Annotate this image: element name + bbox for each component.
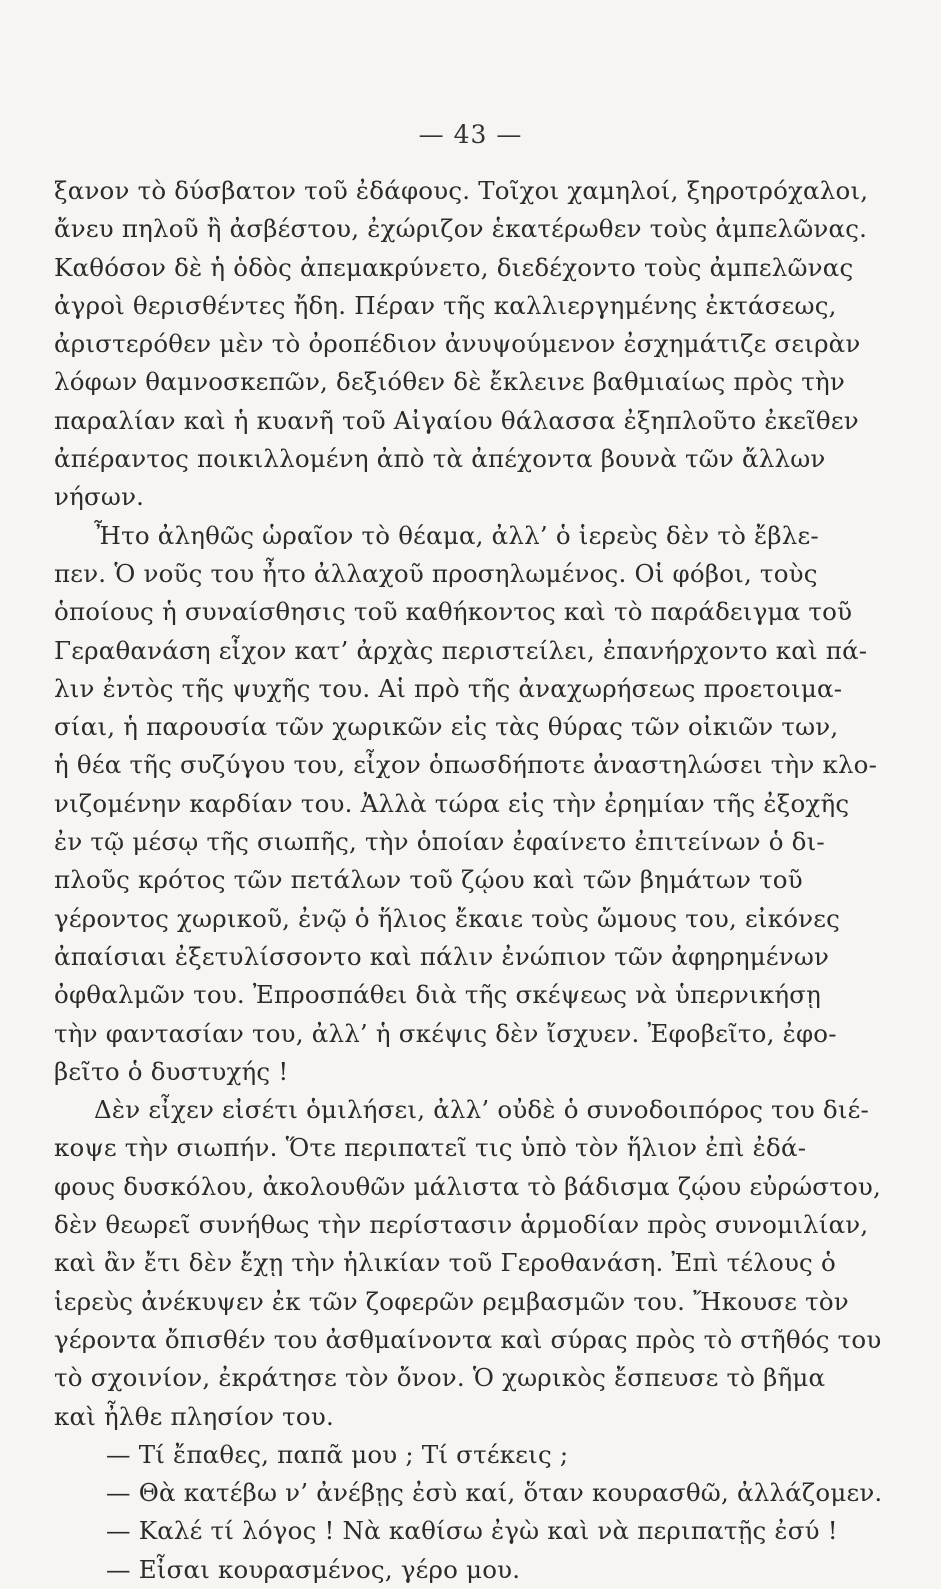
- text-line: ἀπαίσιαι ἐξετυλίσσοντο καὶ πάλιν ἐνώπιον τῶν ἀφηρημένων: [54, 941, 830, 971]
- text-line: λόφων θαμνοσκεπῶν, δεξιόθεν δὲ ἔκλεινε βαθμιαίως πρὸς τὴν: [54, 367, 845, 397]
- text-line: ἄνευ πηλοῦ ἢ ἀσβέστου, ἐχώριζον ἑκατέρωθεν τοὺς ἀμπελῶνας.: [54, 214, 868, 244]
- text-line: ἀπέραντος ποικιλλομένη ἀπὸ τὰ ἀπέχοντα βουνὰ τῶν ἄλλων: [54, 444, 826, 474]
- text-line: ξανον τὸ δύσβατον τοῦ ἐδάφους. Τοῖχοι χαμηλοί, ξηροτρόχαλοι,: [54, 176, 869, 205]
- text-line: βεῖτο ὁ δυστυχής !: [54, 1056, 289, 1086]
- text-line: ἡ θέα τῆς συζύγου του, εἶχον ὁπωσδήποτε ἀναστηλώσει τὴν κλο-: [54, 750, 878, 780]
- text-line: Δὲν εἶχεν εἰσέτι ὁμιλήσει, ἀλλ’ οὐδὲ ὁ συνοδοιπόρος του διέ-: [94, 1095, 870, 1125]
- text-line: γέροντος χωρικοῦ, ἐνῷ ὁ ἥλιος ἔκαιε τοὺς ὤμους του, εἰκόνες: [54, 903, 841, 933]
- text-line: πλοῦς κρότος τῶν πετάλων τοῦ ζῴου καὶ τῶν βημάτων τοῦ: [54, 865, 803, 895]
- text-line: λιν ἐντὸς τῆς ψυχῆς του. Αἱ πρὸ τῆς ἀναχωρήσεως προετοιμα-: [54, 673, 843, 703]
- text-line: ὁποίους ἡ συναίσθησις τοῦ καθήκοντος καὶ τὸ παράδειγμα τοῦ: [54, 597, 853, 627]
- text-line: δὲν θεωρεῖ συνήθως τὴν περίστασιν ἁρμοδίαν πρὸς συνομιλίαν,: [54, 1210, 869, 1240]
- text-line: Γεραθανάση εἶχον κατ’ ἀρχὰς περιστείλει, ἐπανήρχοντο καὶ πά-: [54, 635, 868, 665]
- page-number: — 43 —: [418, 120, 523, 149]
- text-line: Καθόσον δὲ ἡ ὁδὸς ἀπεμακρύνετο, διεδέχοντο τοὺς ἀμπελῶνας: [54, 252, 854, 282]
- text-line: ἀγροὶ θερισθέντες ἤδη. Πέραν τῆς καλλιεργημένης ἐκτάσεως,: [54, 290, 837, 320]
- text-line: — Τί ἔπαθες, παπᾶ μου ; Τί στέκεις ;: [106, 1439, 569, 1469]
- text-line: Ἦτο ἀληθῶς ὡραῖον τὸ θέαμα, ἀλλ’ ὁ ἱερεὺς δὲν τὸ ἔβλε-: [94, 520, 819, 550]
- text-line: σίαι, ἡ παρουσία τῶν χωρικῶν εἰς τὰς θύρας τῶν οἰκιῶν των,: [54, 712, 839, 742]
- text-line: ὀφθαλμῶν του. Ἐπροσπάθει διὰ τῆς σκέψεως νὰ ὑπερνικήσῃ: [54, 980, 822, 1010]
- text-line: καὶ ἂν ἔτι δὲν ἔχῃ τὴν ἡλικίαν τοῦ Γεροθανάση. Ἐπὶ τέλους ὁ: [54, 1248, 836, 1278]
- text-line: — Εἶσαι κουρασμένος, γέρο μου.: [106, 1554, 521, 1584]
- text-line: φους δυσκόλου, ἀκολουθῶν μάλιστα τὸ βάδισμα ζῴου εὐρώστου,: [54, 1171, 881, 1201]
- text-line: γέροντα ὄπισθέν του ἀσθμαίνοντα καὶ σύρας πρὸς τὸ στῆθός του: [54, 1324, 882, 1354]
- text-line: κοψε τὴν σιωπήν. Ὅτε περιπατεῖ τις ὑπὸ τὸν ἥλιον ἐπὶ ἐδά-: [54, 1133, 807, 1163]
- text-line: καὶ ἦλθε πλησίον του.: [54, 1401, 334, 1431]
- text-line: — Καλέ τί λόγος ! Νὰ καθίσω ἐγὼ καὶ νὰ περιπατῇς ἐσύ !: [106, 1516, 838, 1546]
- text-line: νήσων.: [54, 482, 145, 512]
- text-line: ἱερεὺς ἀνέκυψεν ἐκ τῶν ζοφερῶν ρεμβασμῶν του. Ἤκουσε τὸν: [54, 1286, 849, 1316]
- text-line: παραλίαν καὶ ἡ κυανῆ τοῦ Αἰγαίου θάλασσα ἐξηπλοῦτο ἐκεῖθεν: [54, 405, 859, 435]
- text-line: ἐν τῷ μέσῳ τῆς σιωπῆς, τὴν ὁποίαν ἐφαίνετο ἐπιτείνων ὁ δι-: [54, 827, 825, 857]
- text-line: τὴν φαντασίαν του, ἀλλ’ ἡ σκέψις δὲν ἴσχυεν. Ἐφοβεῖτο, ἐφο-: [54, 1018, 837, 1048]
- text-line: πεν. Ὁ νοῦς του ἦτο ἀλλαχοῦ προσηλωμένος. Οἱ φόβοι, τοὺς: [54, 558, 818, 588]
- body-text: [54, 172, 883, 1589]
- text-line: — Θὰ κατέβω ν’ ἀνέβῃς ἐσὺ καί, ὅταν κουρασθῶ, ἀλλάζομεν.: [106, 1478, 883, 1508]
- text-line: ἀριστερόθεν μὲν τὸ ὀροπέδιον ἀνυψούμενον ἐσχημάτιζε σειρὰν: [54, 329, 861, 359]
- text-line: τὸ σχοινίον, ἐκράτησε τὸν ὄνον. Ὁ χωρικὸς ἔσπευσε τὸ βῆμα: [54, 1363, 826, 1393]
- text-line: νιζομένην καρδίαν του. Ἀλλὰ τώρα εἰς τὴν ἐρημίαν τῆς ἐξοχῆς: [54, 788, 850, 818]
